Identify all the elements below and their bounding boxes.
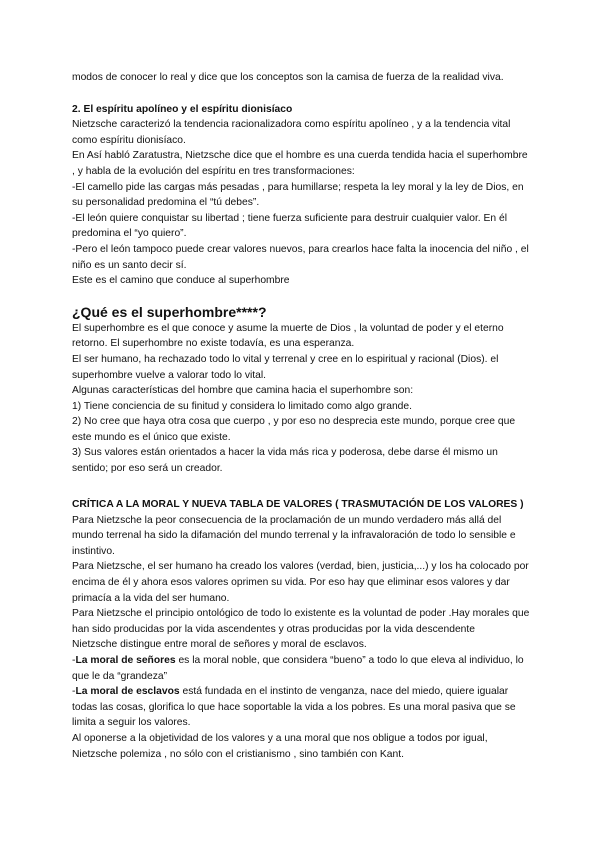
section-heading-apolineo: 2. El espíritu apolíneo y el espíritu dionisíaco bbox=[72, 103, 293, 115]
term-moral-senores: La moral de señores bbox=[75, 655, 176, 666]
definition-text: está fundada en el instinto de venganza, nace del miedo, quiere igualar todas las cosas, glorifica lo que hace soportable la vida a los pobres. Es una moral pasiva que se limita a seguir los valores. bbox=[72, 686, 516, 729]
paragraph: El ser humano, ha rechazado todo lo vital y terrenal y cree en lo espiritual y racional (Dios). el superhombre vuelve a valorar todo lo vital. bbox=[72, 353, 499, 381]
dash: - bbox=[72, 655, 76, 666]
paragraph: Este es el camino que conduce al superhombre bbox=[72, 275, 290, 287]
paragraph: En Así habló Zaratustra, Nietzsche dice que el hombre es una cuerda tendida hacia el superhombre , y habla de la evolución del espíritu en tres transformaciones: bbox=[72, 150, 528, 177]
list-item: 2) No cree que haya otra cosa que cuerpo , y por eso no desprecia este mundo, porque cree que este mundo es el único que existe. bbox=[72, 416, 516, 443]
paragraph: Para Nietzsche, el ser humano ha creado los valores (verdad, bien, justicia,...) y los ha colocado por encima de él y ahora esos valores oprimen su vida. Por eso hay que eliminar esos valores y dar primacía a la vida del ser humano. bbox=[72, 561, 529, 604]
paragraph-moral-senores bbox=[72, 653, 530, 684]
term-moral-esclavos: La moral de esclavos bbox=[75, 686, 180, 698]
paragraph: Algunas características del hombre que camina hacia el superhombre son: bbox=[72, 385, 414, 397]
section-heading-superhombre: ¿Qué es el superhombre****? bbox=[72, 303, 267, 320]
paragraph: Nietzsche caracterizó la tendencia racionalizadora como espíritu apolíneo , y a la tendencia vital como espíritu dionisíaco. bbox=[72, 119, 511, 146]
list-item: 3) Sus valores están orientados a hacer la vida más rica y poderosa, debe darse él mismo un sentido; por eso será un creador. bbox=[72, 447, 498, 475]
definition-text: es la moral noble, que considera “bueno” a todo lo que eleva al individuo, lo que le da “grandeza” bbox=[72, 655, 524, 682]
intro-paragraph: modos de conocer lo real y dice que los conceptos son la camisa de fuerza de la realidad viva. bbox=[72, 72, 504, 83]
paragraph: -El camello pide las cargas más pesadas , para humillarse; respeta la ley moral y la ley de Dios, en su personalidad predomina el “tú debes”. bbox=[72, 181, 524, 209]
dash: - bbox=[72, 686, 76, 698]
paragraph: Para Nietzsche la peor consecuencia de la proclamación de un mundo verdadero más allá del mundo terrenal ha sido la difamación del mundo terrenal y la infravaloración de todo lo sensible e instintivo. bbox=[72, 514, 516, 557]
section-heading-critica: CRÍTICA A LA MORAL Y NUEVA TABLA DE VALORES ( TRASMUTACIÓN DE LOS VALORES ) bbox=[72, 498, 524, 510]
paragraph: El superhombre es el que conoce y asume la muerte de Dios , la voluntad de poder y el eterno retorno. El superhombre no existe todavía, es una esperanza. bbox=[72, 322, 504, 350]
paragraph: Al oponerse a la objetividad de los valores y a una moral que nos obligue a todos por igual, Nietzsche polemiza , no sólo con el cristianismo , sino también con Kant. bbox=[72, 732, 488, 760]
paragraph: Para Nietzsche el principio ontológico de todo lo existente es la voluntad de poder .Hay morales que han sido producidas por la vida ascendentes y otras producidas por la vida descendente bbox=[72, 608, 530, 635]
paragraph: Nietzsche distingue entre moral de señores y moral de esclavos. bbox=[72, 639, 367, 651]
paragraph-moral-esclavos bbox=[72, 684, 530, 731]
paragraph: -El león quiere conquistar su libertad ; tiene fuerza suficiente para destruir cualquier valor. En él predomina el “yo quiero”. bbox=[72, 212, 507, 240]
paragraph: -Pero el león tampoco puede crear valores nuevos, para crearlos hace falta la inocencia del niño , el niño es un santo decir sí. bbox=[72, 243, 529, 271]
list-item: 1) Tiene conciencia de su finitud y considera lo limitado como algo grande. bbox=[72, 400, 412, 412]
